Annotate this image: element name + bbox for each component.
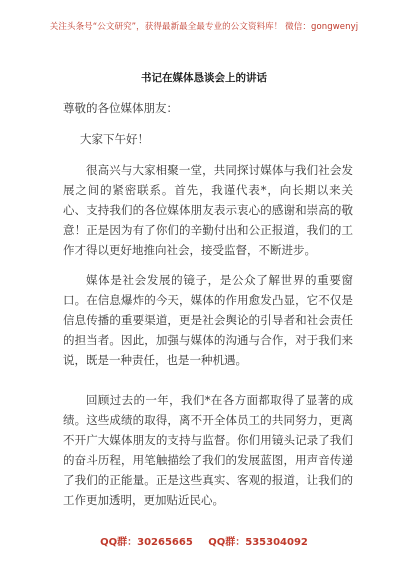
paragraph-3: 回顾过去的一年，我们*在各方面都取得了显著的成绩。这些成绩的取得，离不开全体员工的共同努力，更离不开广大媒体朋友的支持与监督。你们用镜头记录了我们的奋斗历程，用笔触描绘了我们的发展蓝图，用声音传递了我们的正能量。正是这些真实、客观的报道，让我们的工作更加透明，更加贴近民心。	[63, 393, 353, 507]
footer-contact	[0, 533, 408, 548]
header-promo-note: 关注头条号“公文研究”，获得最新最全最专业的公文资料库！ 微信：gongwenyj	[49, 22, 359, 32]
paragraph-2: 媒体是社会发展的镜子，是公众了解世界的重要窗口。在信息爆炸的今天，媒体的作用愈发凸显，它不仅是信息传播的重要渠道，更是社会舆论的引导者和社会责任的担当者。因此，加强与媒体的沟通与合作，对于我们来说，既是一种责任，也是一种机遇。	[63, 273, 353, 367]
salutation: 尊敬的各位媒体朋友：	[63, 101, 178, 115]
footer-qq-group-2: QQ群：535304092	[208, 537, 308, 548]
greeting: 大家下午好！	[80, 132, 149, 146]
footer-qq-group-1: QQ群：30265665	[100, 537, 193, 548]
paragraph-1: 很高兴与大家相聚一堂，共同探讨媒体与我们社会发展之间的紧密联系。首先，我谨代表*，向长期以来关心、支持我们的各位媒体朋友表示衷心的感谢和崇高的敬意！正是因为有了你们的辛勤付出和公正报道，我们的工作才得以更好地推向社会，接受监督，不断进步。	[63, 163, 353, 257]
document-title: 书记在媒体恳谈会上的讲话	[141, 72, 267, 84]
